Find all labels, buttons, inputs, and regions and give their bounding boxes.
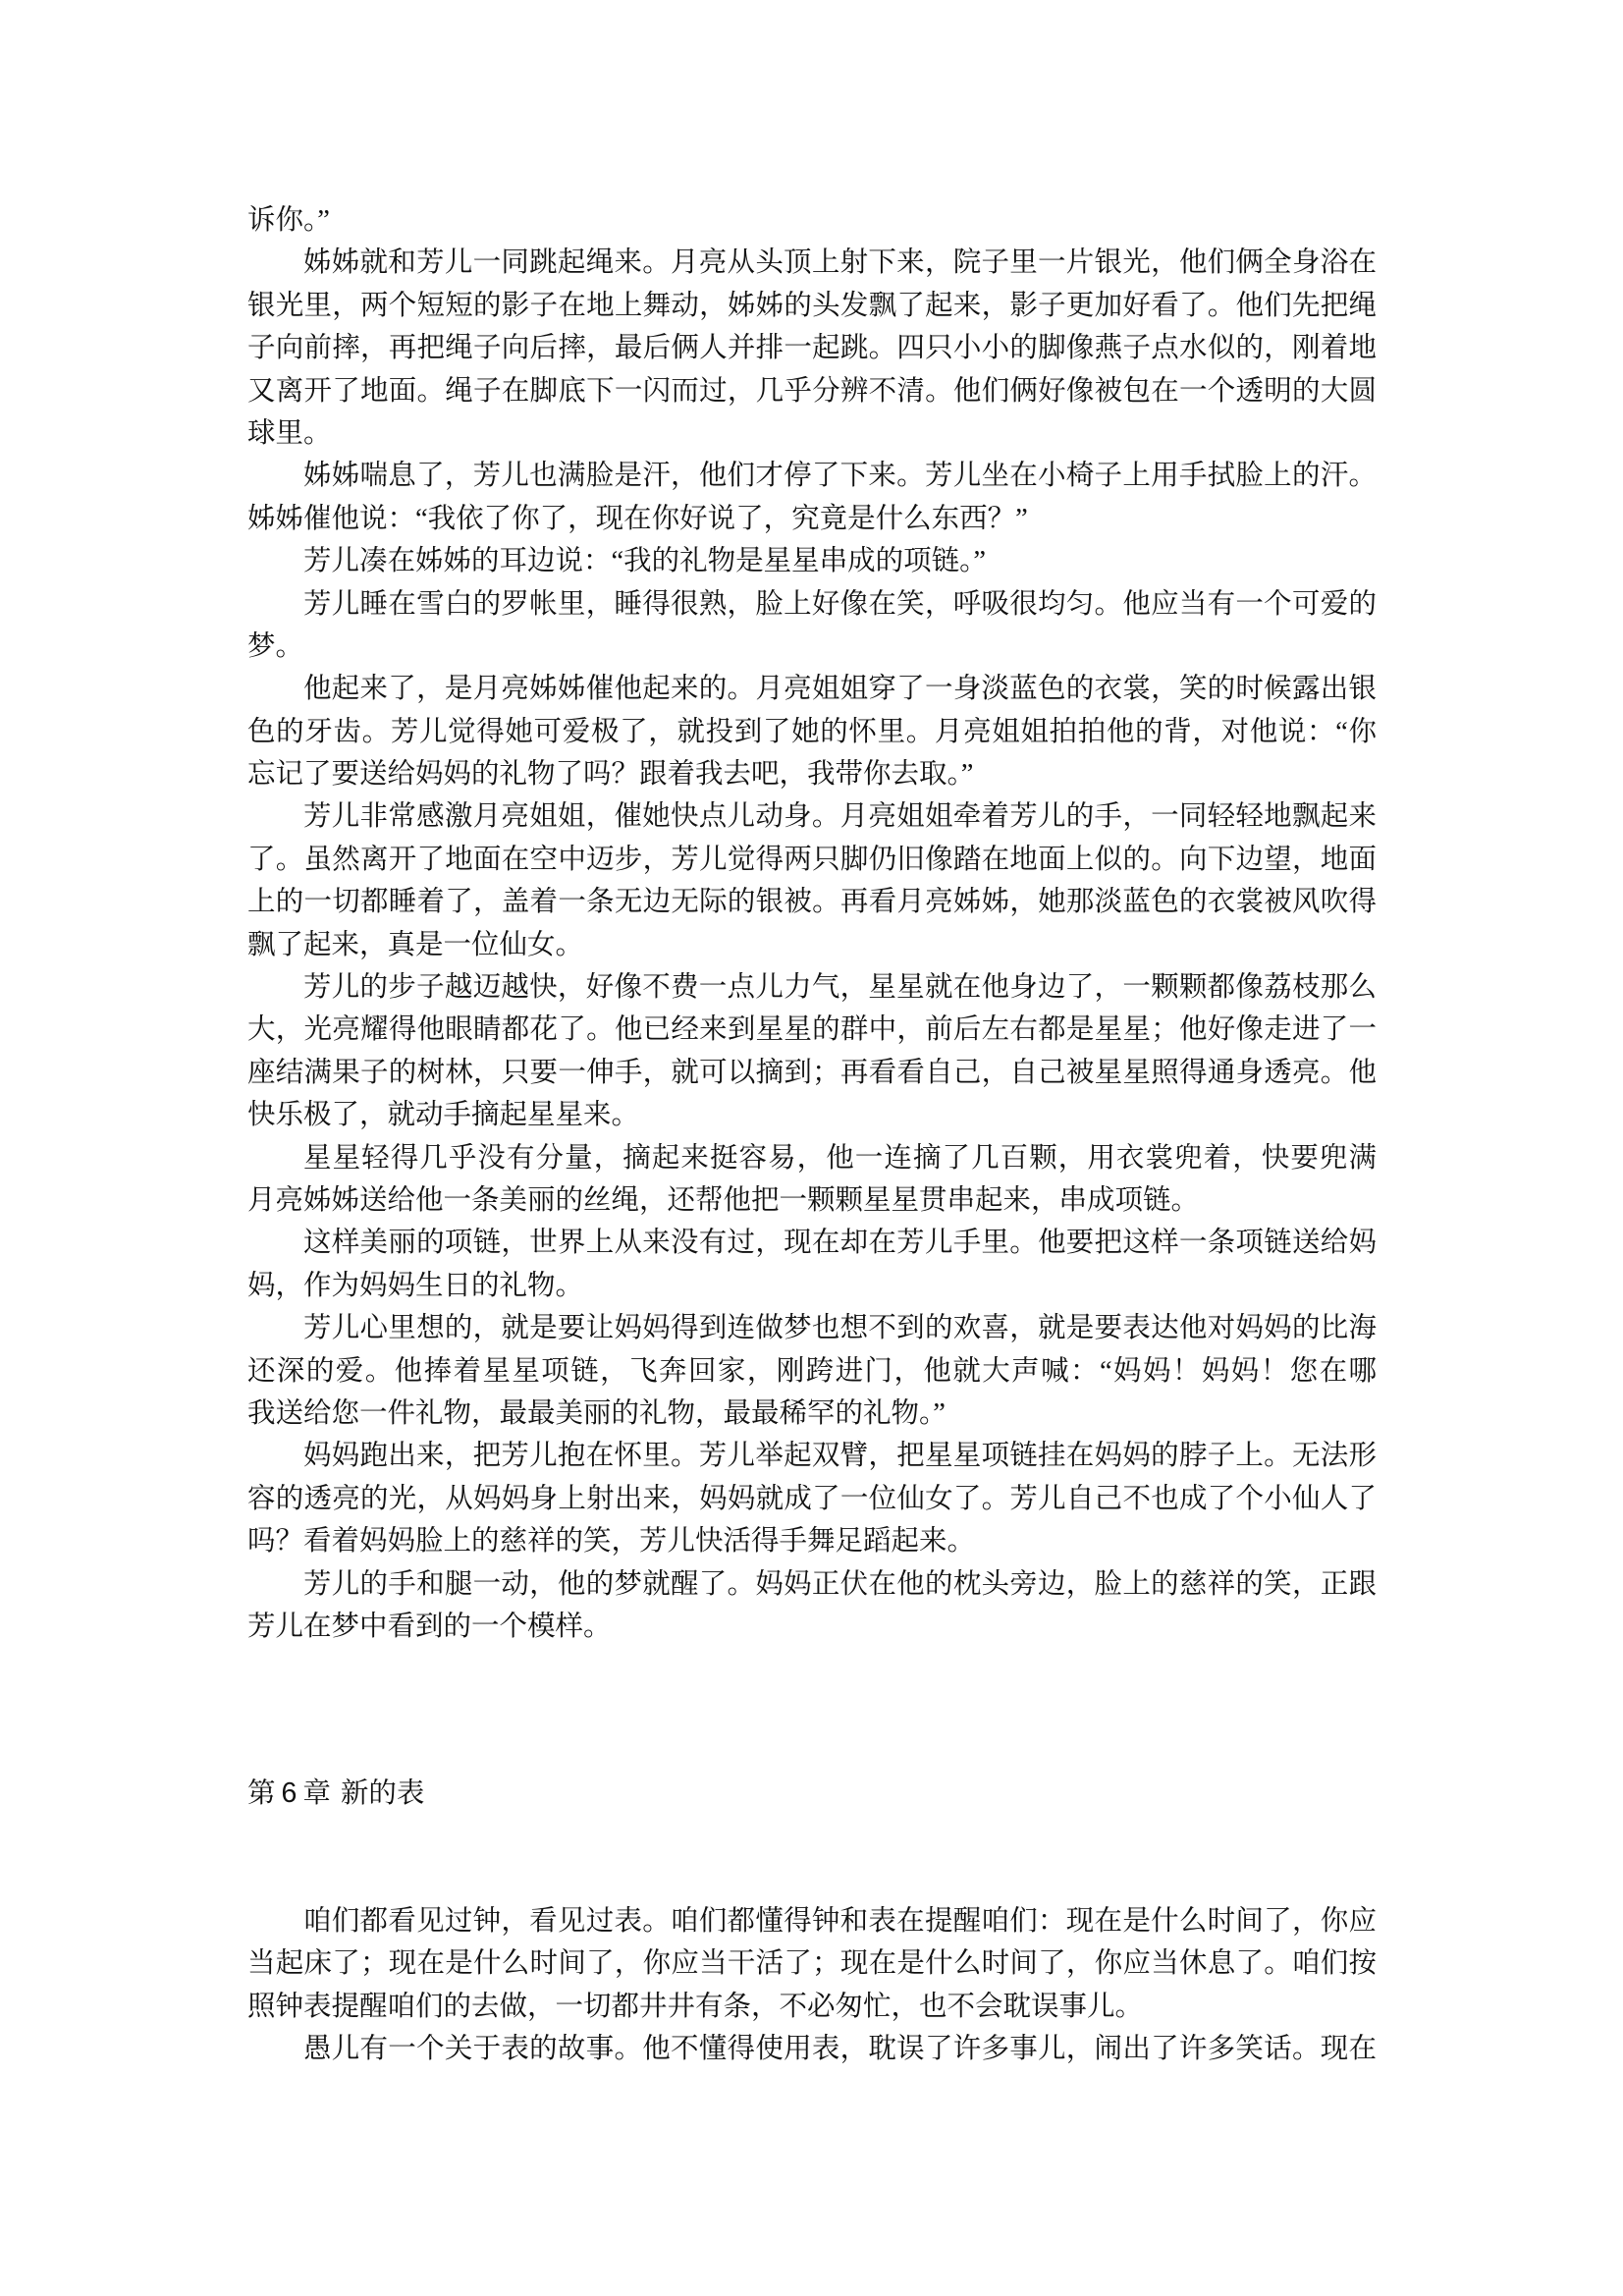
text-line: 姊姊催他说：“我依了你了，现在你好说了，究竟是什么东西？” bbox=[247, 503, 1028, 534]
paragraph-first-line: 芳儿心里想的，就是要让妈妈得到连做梦也想不到的欢喜，就是要表达他对妈妈的比海 bbox=[303, 1313, 1377, 1344]
text-line: 大，光亮耀得他眼睛都花了。他已经来到星星的群中，前后左右都是星星；他好像走进了一 bbox=[247, 1014, 1377, 1046]
chapter-prefix: 第 bbox=[247, 1777, 276, 1809]
text-line: 照钟表提醒咱们的去做，一切都井井有条，不必匆忙，也不会耽误事儿。 bbox=[247, 1991, 1144, 2022]
text-line: 子向前摔，再把绳子向后摔，最后俩人并排一起跳。四只小小的脚像燕子点水似的，刚着地 bbox=[247, 333, 1377, 364]
paragraph-first-line: 芳儿的步子越迈越快，好像不费一点儿力气，星星就在他身边了，一颗颗都像荔枝那么 bbox=[303, 972, 1377, 1004]
text-line: 梦。 bbox=[247, 630, 304, 662]
chapter-title: 新的表 bbox=[340, 1777, 425, 1809]
paragraph-first-line: 这样美丽的项链，世界上从来没有过，现在却在芳儿手里。他要把这样一条项链送给妈 bbox=[303, 1228, 1377, 1259]
paragraph-first-line: 芳儿的手和腿一动，他的梦就醒了。妈妈正伏在他的枕头旁边，脸上的慈祥的笑，正跟 bbox=[303, 1568, 1377, 1600]
text-line: 又离开了地面。绳子在脚底下一闪而过，几乎分辨不清。他们俩好像被包在一个透明的大圆 bbox=[247, 375, 1377, 407]
text-line: 座结满果子的树林，只要一伸手，就可以摘到；再看看自己，自己被星星照得通身透亮。他 bbox=[247, 1057, 1377, 1088]
text-line: 快乐极了，就动手摘起星星来。 bbox=[247, 1100, 640, 1131]
paragraph-first-line: 愚儿有一个关于表的故事。他不懂得使用表，耽误了许多事儿，闹出了许多笑话。现在 bbox=[303, 2034, 1377, 2065]
paragraph-first-line: 姊姊就和芳儿一同跳起绳来。月亮从头顶上射下来，院子里一片银光，他们俩全身浴在 bbox=[303, 247, 1377, 279]
text-line: 球里。 bbox=[247, 417, 332, 449]
text-line: 还深的爱。他捧着星星项链，飞奔回家，刚跨进门，他就大声喊：“妈妈！妈妈！您在哪 bbox=[247, 1355, 1377, 1387]
text-line: 了。虽然离开了地面在空中迈步，芳儿觉得两只脚仍旧像踏在地面上似的。向下边望，地面 bbox=[247, 844, 1377, 875]
text-line: 当起床了；现在是什么时间了，你应当干活了；现在是什么时间了，你应当休息了。咱们按 bbox=[247, 1948, 1377, 1980]
text-line: 吗？看着妈妈脸上的慈祥的笑，芳儿快活得手舞足蹈起来。 bbox=[247, 1526, 976, 1558]
paragraph-first-line: 芳儿睡在雪白的罗帐里，睡得很熟，脸上好像在笑，呼吸很均匀。他应当有一个可爱的 bbox=[303, 588, 1377, 620]
text-line: 妈，作为妈妈生日的礼物。 bbox=[247, 1270, 584, 1301]
text-line: 色的牙齿。芳儿觉得她可爱极了，就投到了她的怀里。月亮姐姐拍拍他的背，对他说：“你 bbox=[247, 716, 1377, 747]
text-line: 容的透亮的光，从妈妈身上射出来，妈妈就成了一位仙女了。芳儿自己不也成了个小仙人了 bbox=[247, 1483, 1377, 1514]
text-line: 飘了起来，真是一位仙女。 bbox=[247, 929, 584, 960]
chapter-suffix: 章 bbox=[302, 1777, 331, 1809]
text-line: 银光里，两个短短的影子在地上舞动，姊姊的头发飘了起来，影子更加好看了。他们先把绳 bbox=[247, 290, 1377, 321]
paragraph-first-line: 他起来了，是月亮姊姊催他起来的。月亮姐姐穿了一身淡蓝色的衣裳，笑的时候露出银 bbox=[303, 674, 1377, 705]
chapter-number: 6 bbox=[281, 1777, 298, 1809]
text-line: 芳儿在梦中看到的一个模样。 bbox=[247, 1611, 612, 1642]
chapter-text-section bbox=[247, 1900, 1377, 2071]
text-line: 月亮姊姊送给他一条美丽的丝绳，还帮他把一颗颗星星贯串起来，串成项链。 bbox=[247, 1184, 1200, 1216]
paragraph-first-line: 星星轻得几乎没有分量，摘起来挺容易，他一连摘了几百颗，用衣裳兜着，快要兜满 bbox=[303, 1142, 1377, 1174]
paragraph-first-line: 芳儿非常感激月亮姐姐，催她快点儿动身。月亮姐姐牵着芳儿的手，一同轻轻地飘起来 bbox=[303, 801, 1377, 833]
paragraph-first-line: 咱们都看见过钟，看见过表。咱们都懂得钟和表在提醒咱们：现在是什么时间了，你应 bbox=[303, 1906, 1377, 1937]
paragraph-first-line: 妈妈跑出来，把芳儿抱在怀里。芳儿举起双臂，把星星项链挂在妈妈的脖子上。无法形 bbox=[303, 1441, 1377, 1472]
text-line: 我送给您一件礼物，最最美丽的礼物，最最稀罕的礼物。” bbox=[247, 1397, 946, 1429]
text-line: 上的一切都睡着了，盖着一条无边无际的银被。再看月亮姊姊，她那淡蓝色的衣裳被风吹得 bbox=[247, 887, 1377, 918]
chapter-heading bbox=[247, 1773, 424, 1815]
text-line: 诉你。” bbox=[247, 205, 330, 236]
paragraph-first-line: 芳儿凑在姊姊的耳边说：“我的礼物是星星串成的项链。” bbox=[303, 546, 987, 577]
story-text-section bbox=[247, 199, 1377, 1648]
text-line: 忘记了要送给妈妈的礼物了吗？跟着我去吧，我带你去取。” bbox=[247, 759, 974, 791]
paragraph-first-line: 姊姊喘息了，芳儿也满脸是汗，他们才停了下来。芳儿坐在小椅子上用手拭脸上的汗。 bbox=[303, 461, 1377, 492]
